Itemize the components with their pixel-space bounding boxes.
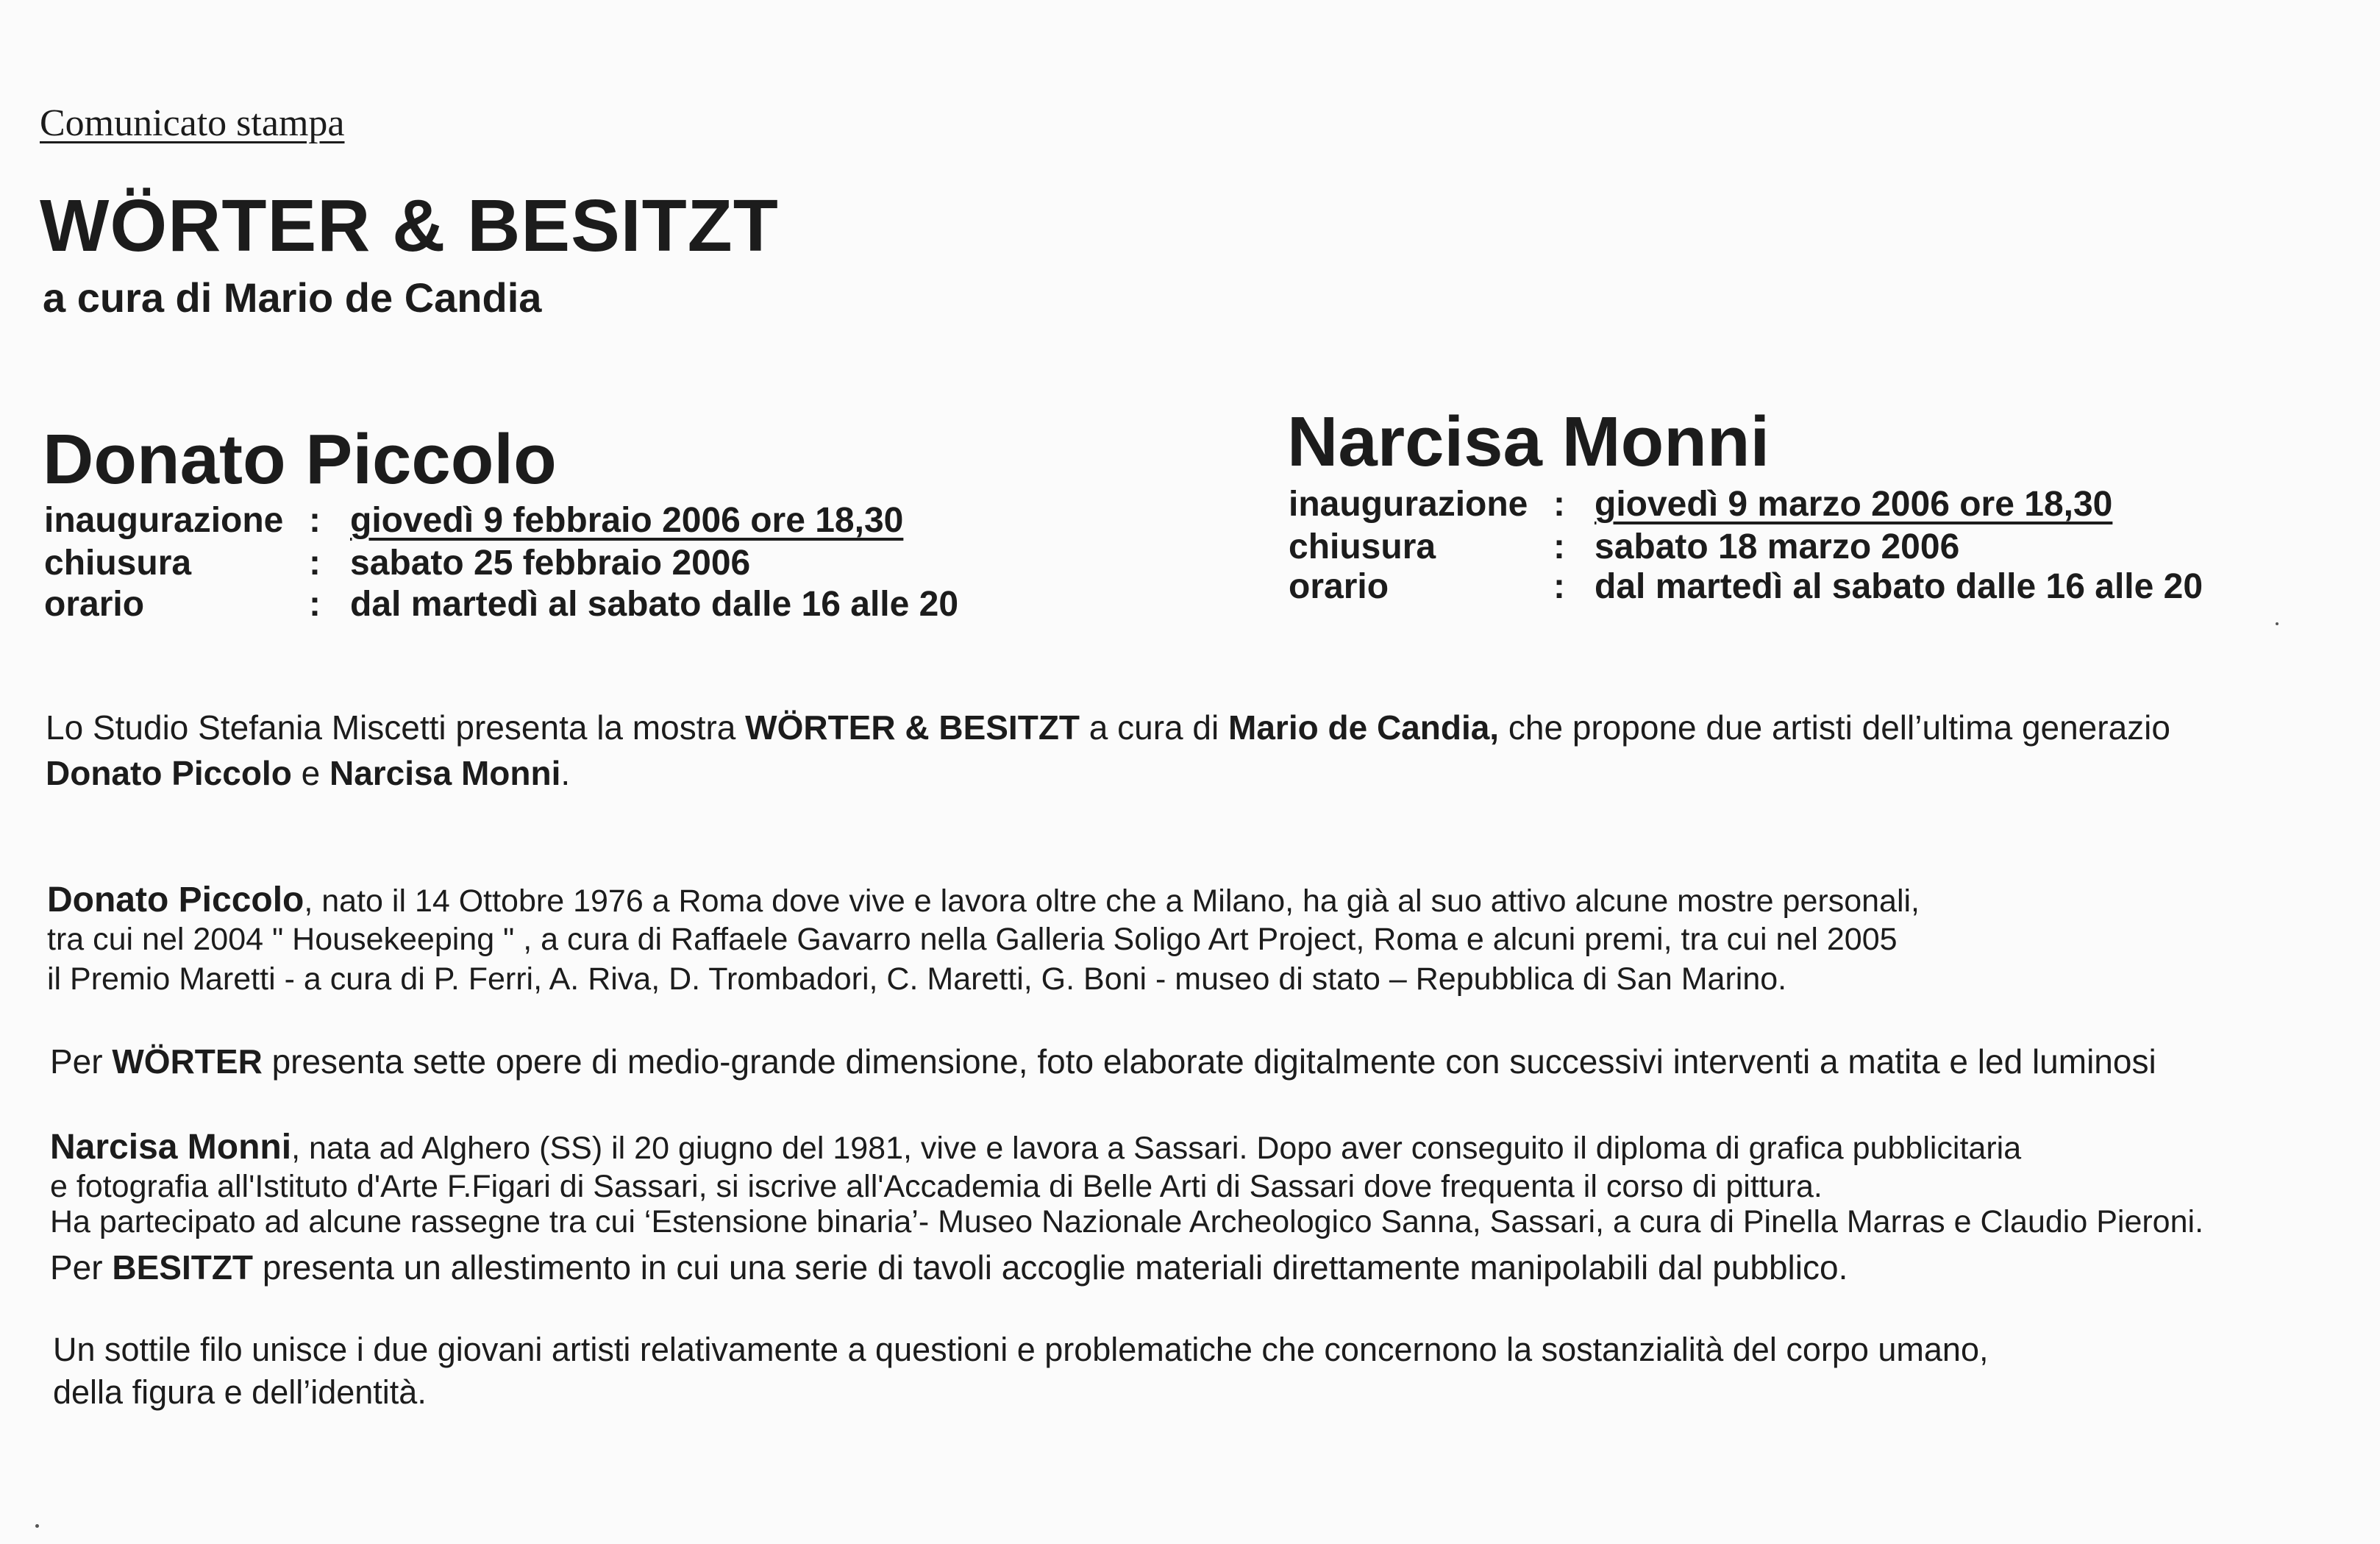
- curator-line: a cura di Mario de Candia: [43, 274, 542, 321]
- artist-name-inline: Narcisa Monni: [329, 754, 561, 792]
- text-run: Lo Studio Stefania Miscetti presenta la mostra: [46, 708, 746, 747]
- closing-line-1: Un sottile filo unisce i due giovani artisti relativamente a questioni e problematiche che concernono la sostanzialità del corpo umano,: [53, 1331, 1989, 1368]
- schedule-value: dal martedì al sabato dalle 16 alle 20: [1595, 567, 2203, 606]
- schedule-row-opening-monni: [1289, 484, 2112, 524]
- text-run: che propone due artisti dell’ultima generazio: [1499, 708, 2170, 747]
- schedule-separator: :: [309, 585, 321, 624]
- monni-bio-line-1: [50, 1130, 2021, 1165]
- schedule-label: chiusura: [1289, 527, 1436, 566]
- monni-bio-line-4: [50, 1248, 1848, 1287]
- schedule-separator: :: [309, 501, 321, 540]
- schedule-value: sabato 18 marzo 2006: [1595, 527, 1960, 566]
- text-run: , nato il 14 Ottobre 1976 a Roma dove vive e lavora oltre che a Milano, ha già al suo attivo alcune mostre personali,: [304, 883, 1920, 919]
- artist-name-inline: Donato Piccolo: [47, 880, 304, 919]
- intro-line-1: [46, 708, 2170, 747]
- closing-line-2: della figura e dell’identità.: [53, 1373, 427, 1411]
- intro-line-2: [46, 756, 570, 790]
- artist-name-inline: Donato Piccolo: [46, 754, 292, 792]
- piccolo-works-line: [50, 1042, 2156, 1081]
- schedule-row-hours-monni: [1289, 566, 2203, 607]
- schedule-label: orario: [1289, 567, 1389, 606]
- monni-bio-line-2: e fotografia all'Istituto d'Arte F.Figari di Sassari, si iscrive all'Accademia di Belle Arti di Sassari dove frequenta il corso di pittura.: [50, 1169, 1823, 1204]
- exhibition-name: WÖRTER & BESITZT: [745, 708, 1080, 747]
- document-label: Comunicato stampa: [40, 102, 345, 144]
- schedule-separator: :: [1553, 567, 1565, 606]
- schedule-row-closing-monni: [1289, 527, 1959, 567]
- schedule-label: inaugurazione: [1289, 485, 1528, 524]
- piccolo-bio-line-2: tra cui nel 2004 " Housekeeping " , a cura di Raffaele Gavarro nella Galleria Soligo Art Project, Roma e alcuni premi, tra cui nel 2005: [47, 922, 1898, 957]
- schedule-separator: :: [1553, 527, 1565, 566]
- schedule-row-closing-piccolo: [44, 543, 750, 583]
- schedule-label: inaugurazione: [44, 501, 284, 540]
- artist-name-piccolo: Donato Piccolo: [43, 420, 557, 499]
- text-run: Per: [50, 1248, 113, 1287]
- exhibition-part-name: BESITZT: [112, 1248, 254, 1287]
- schedule-value: dal martedì al sabato dalle 16 alle 20: [350, 585, 959, 624]
- schedule-value: giovedì 9 febbraio 2006 ore 18,30: [350, 501, 904, 540]
- text-run: presenta sette opere di medio-grande dimensione, foto elaborate digitalmente con successivi interventi a matita e led luminosi: [262, 1042, 2156, 1081]
- text-run: Per: [50, 1042, 113, 1081]
- monni-bio-line-3: Ha partecipato ad alcune rassegne tra cui ‘Estensione binaria’- Museo Nazionale Archeologico Sanna, Sassari, a cura di Pinella Marras e Claudio Pieroni.: [50, 1204, 2204, 1239]
- text-run: , nata ad Alghero (SS) il 20 giugno del 1981, vive e lavora a Sassari. Dopo aver conseguito il diploma di grafica pubblicitaria: [291, 1131, 2022, 1166]
- piccolo-bio-line-3: il Premio Maretti - a cura di P. Ferri, A. Riva, D. Trombadori, C. Maretti, G. Boni - museo di stato – Repubblica di San Marino.: [47, 961, 1787, 997]
- text-run: e: [291, 754, 329, 792]
- text-run: presenta un allestimento in cui una serie di tavoli accoglie materiali direttamente manipolabili dal pubblico.: [253, 1248, 1848, 1287]
- exhibition-part-name: WÖRTER: [112, 1042, 263, 1081]
- scan-speck: [35, 1524, 39, 1528]
- schedule-row-opening-piccolo: [44, 500, 903, 541]
- scan-speck: [2276, 622, 2279, 625]
- schedule-separator: :: [309, 544, 321, 583]
- schedule-value: sabato 25 febbraio 2006: [350, 544, 751, 583]
- schedule-row-hours-piccolo: [44, 584, 958, 625]
- schedule-label: chiusura: [44, 544, 192, 583]
- piccolo-bio-line-1: [47, 880, 1920, 919]
- text-run: .: [560, 754, 571, 792]
- artist-name-inline: Narcisa Monni: [50, 1128, 292, 1167]
- text-run: a cura di: [1080, 708, 1229, 747]
- curator-name: Mario de Candia,: [1228, 708, 1500, 747]
- schedule-separator: :: [1553, 485, 1565, 524]
- exhibition-title: WÖRTER & BESITZT: [40, 185, 779, 267]
- schedule-label: orario: [44, 585, 145, 624]
- schedule-value: giovedì 9 marzo 2006 ore 18,30: [1595, 485, 2113, 524]
- artist-name-monni: Narcisa Monni: [1287, 402, 1770, 481]
